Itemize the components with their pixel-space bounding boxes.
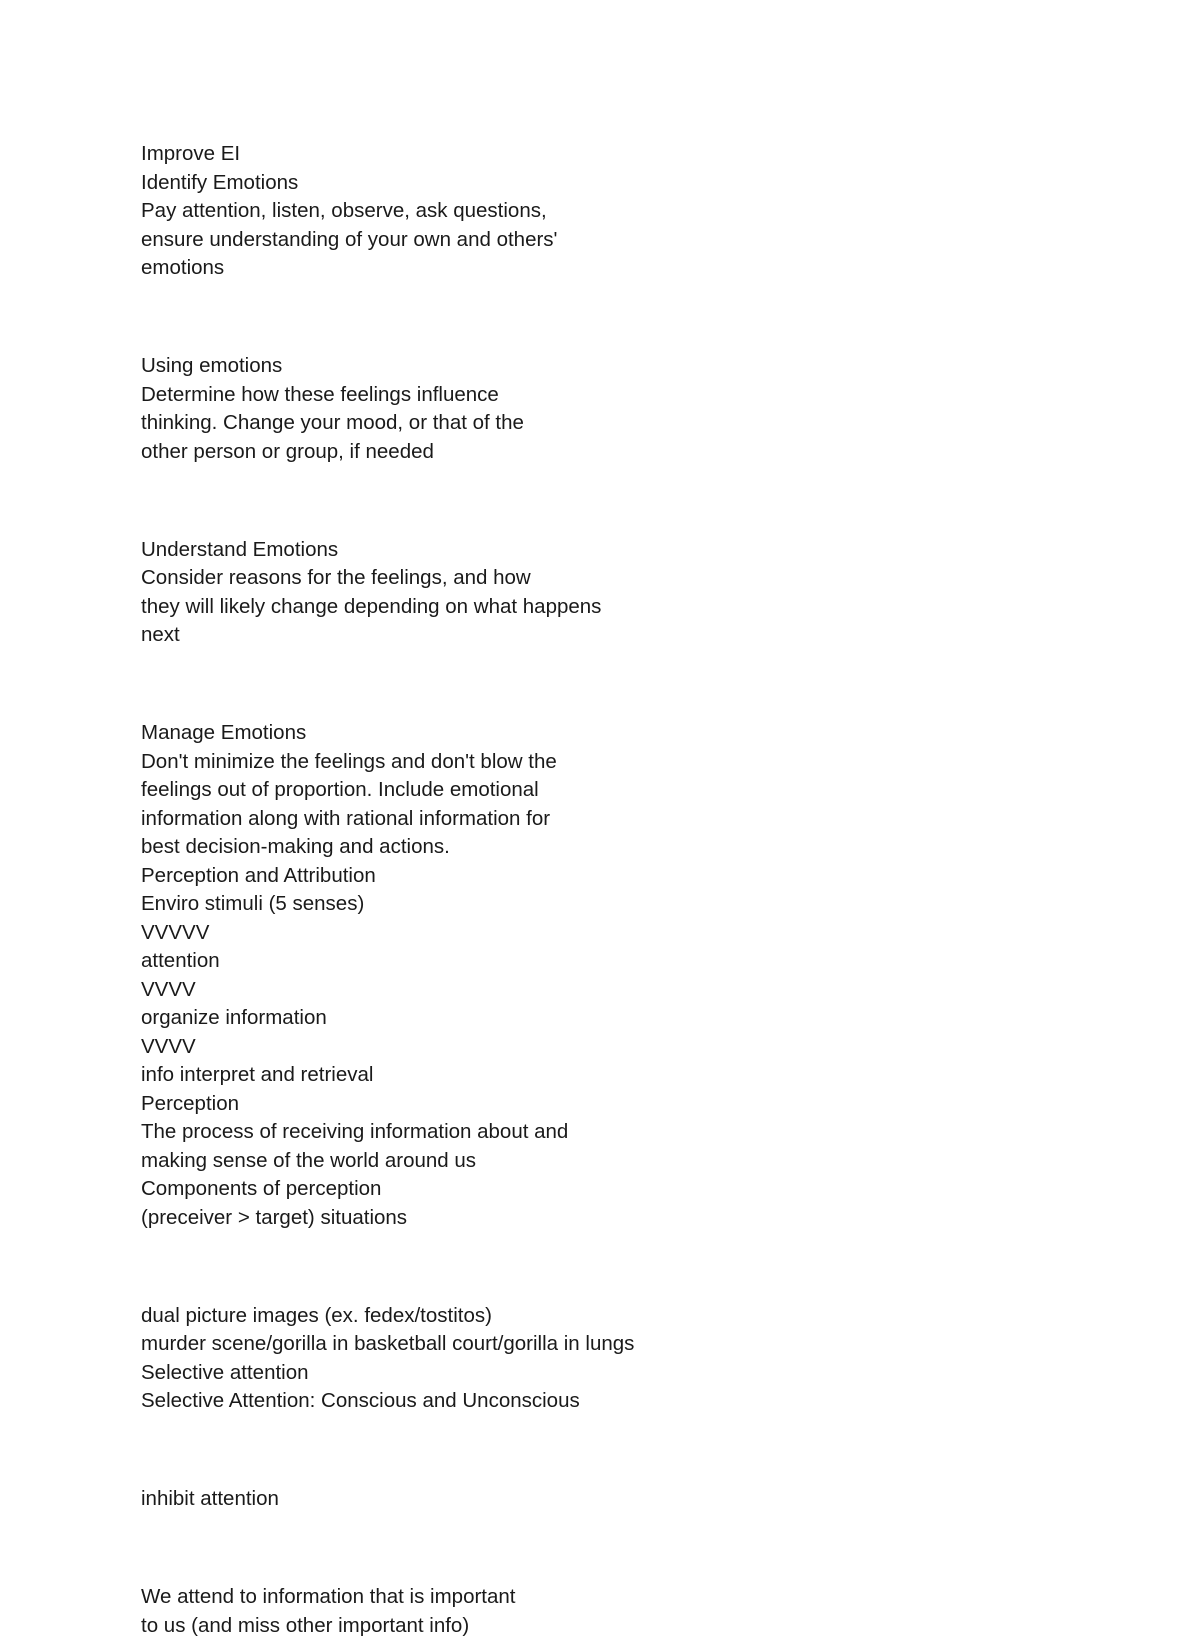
text-line: Selective Attention: Conscious and Unconscious — [141, 1387, 1141, 1416]
text-line: Perception and Attribution — [141, 862, 1141, 891]
text-line: We attend to information that is important — [141, 1583, 1141, 1612]
text-line: attention — [141, 947, 1141, 976]
blank-line — [141, 670, 1141, 699]
text-line: making sense of the world around us — [141, 1147, 1141, 1176]
text-line: next — [141, 621, 1141, 650]
text-line: Components of perception — [141, 1175, 1141, 1204]
text-line: VVVV — [141, 1033, 1141, 1062]
text-line: Identify Emotions — [141, 169, 1141, 198]
text-line: ensure understanding of your own and others' — [141, 226, 1141, 255]
text-line: Enviro stimuli (5 senses) — [141, 890, 1141, 919]
text-line: Manage Emotions — [141, 719, 1141, 748]
text-line: thinking. Change your mood, or that of the — [141, 409, 1141, 438]
text-line: Selective attention — [141, 1359, 1141, 1388]
text-line: organize information — [141, 1004, 1141, 1033]
text-line: Pay attention, listen, observe, ask questions, — [141, 197, 1141, 226]
text-line: (preceiver > target) situations — [141, 1204, 1141, 1233]
text-line: Consider reasons for the feelings, and how — [141, 564, 1141, 593]
text-line: The process of receiving information about and — [141, 1118, 1141, 1147]
text-line: VVVV — [141, 976, 1141, 1005]
text-line: Understand Emotions — [141, 536, 1141, 565]
text-line: inhibit attention — [141, 1485, 1141, 1514]
blank-line — [141, 487, 1141, 516]
text-line: to us (and miss other important info) — [141, 1612, 1141, 1640]
text-line: info interpret and retrieval — [141, 1061, 1141, 1090]
text-line: Perception — [141, 1090, 1141, 1119]
text-line: dual picture images (ex. fedex/tostitos) — [141, 1302, 1141, 1331]
blank-line — [141, 303, 1141, 332]
text-line: feelings out of proportion. Include emotional — [141, 776, 1141, 805]
text-line: murder scene/gorilla in basketball court/gorilla in lungs — [141, 1330, 1141, 1359]
text-line: other person or group, if needed — [141, 438, 1141, 467]
text-line: Don't minimize the feelings and don't blow the — [141, 748, 1141, 777]
text-line: emotions — [141, 254, 1141, 283]
text-line: VVVVV — [141, 919, 1141, 948]
blank-line — [141, 1253, 1141, 1282]
document-body — [141, 140, 1141, 1640]
text-line: Improve EI — [141, 140, 1141, 169]
text-line: Using emotions — [141, 352, 1141, 381]
text-line: they will likely change depending on what happens — [141, 593, 1141, 622]
text-line: best decision-making and actions. — [141, 833, 1141, 862]
blank-line — [141, 1534, 1141, 1563]
text-line: information along with rational information for — [141, 805, 1141, 834]
blank-line — [141, 1436, 1141, 1465]
text-line: Determine how these feelings influence — [141, 381, 1141, 410]
